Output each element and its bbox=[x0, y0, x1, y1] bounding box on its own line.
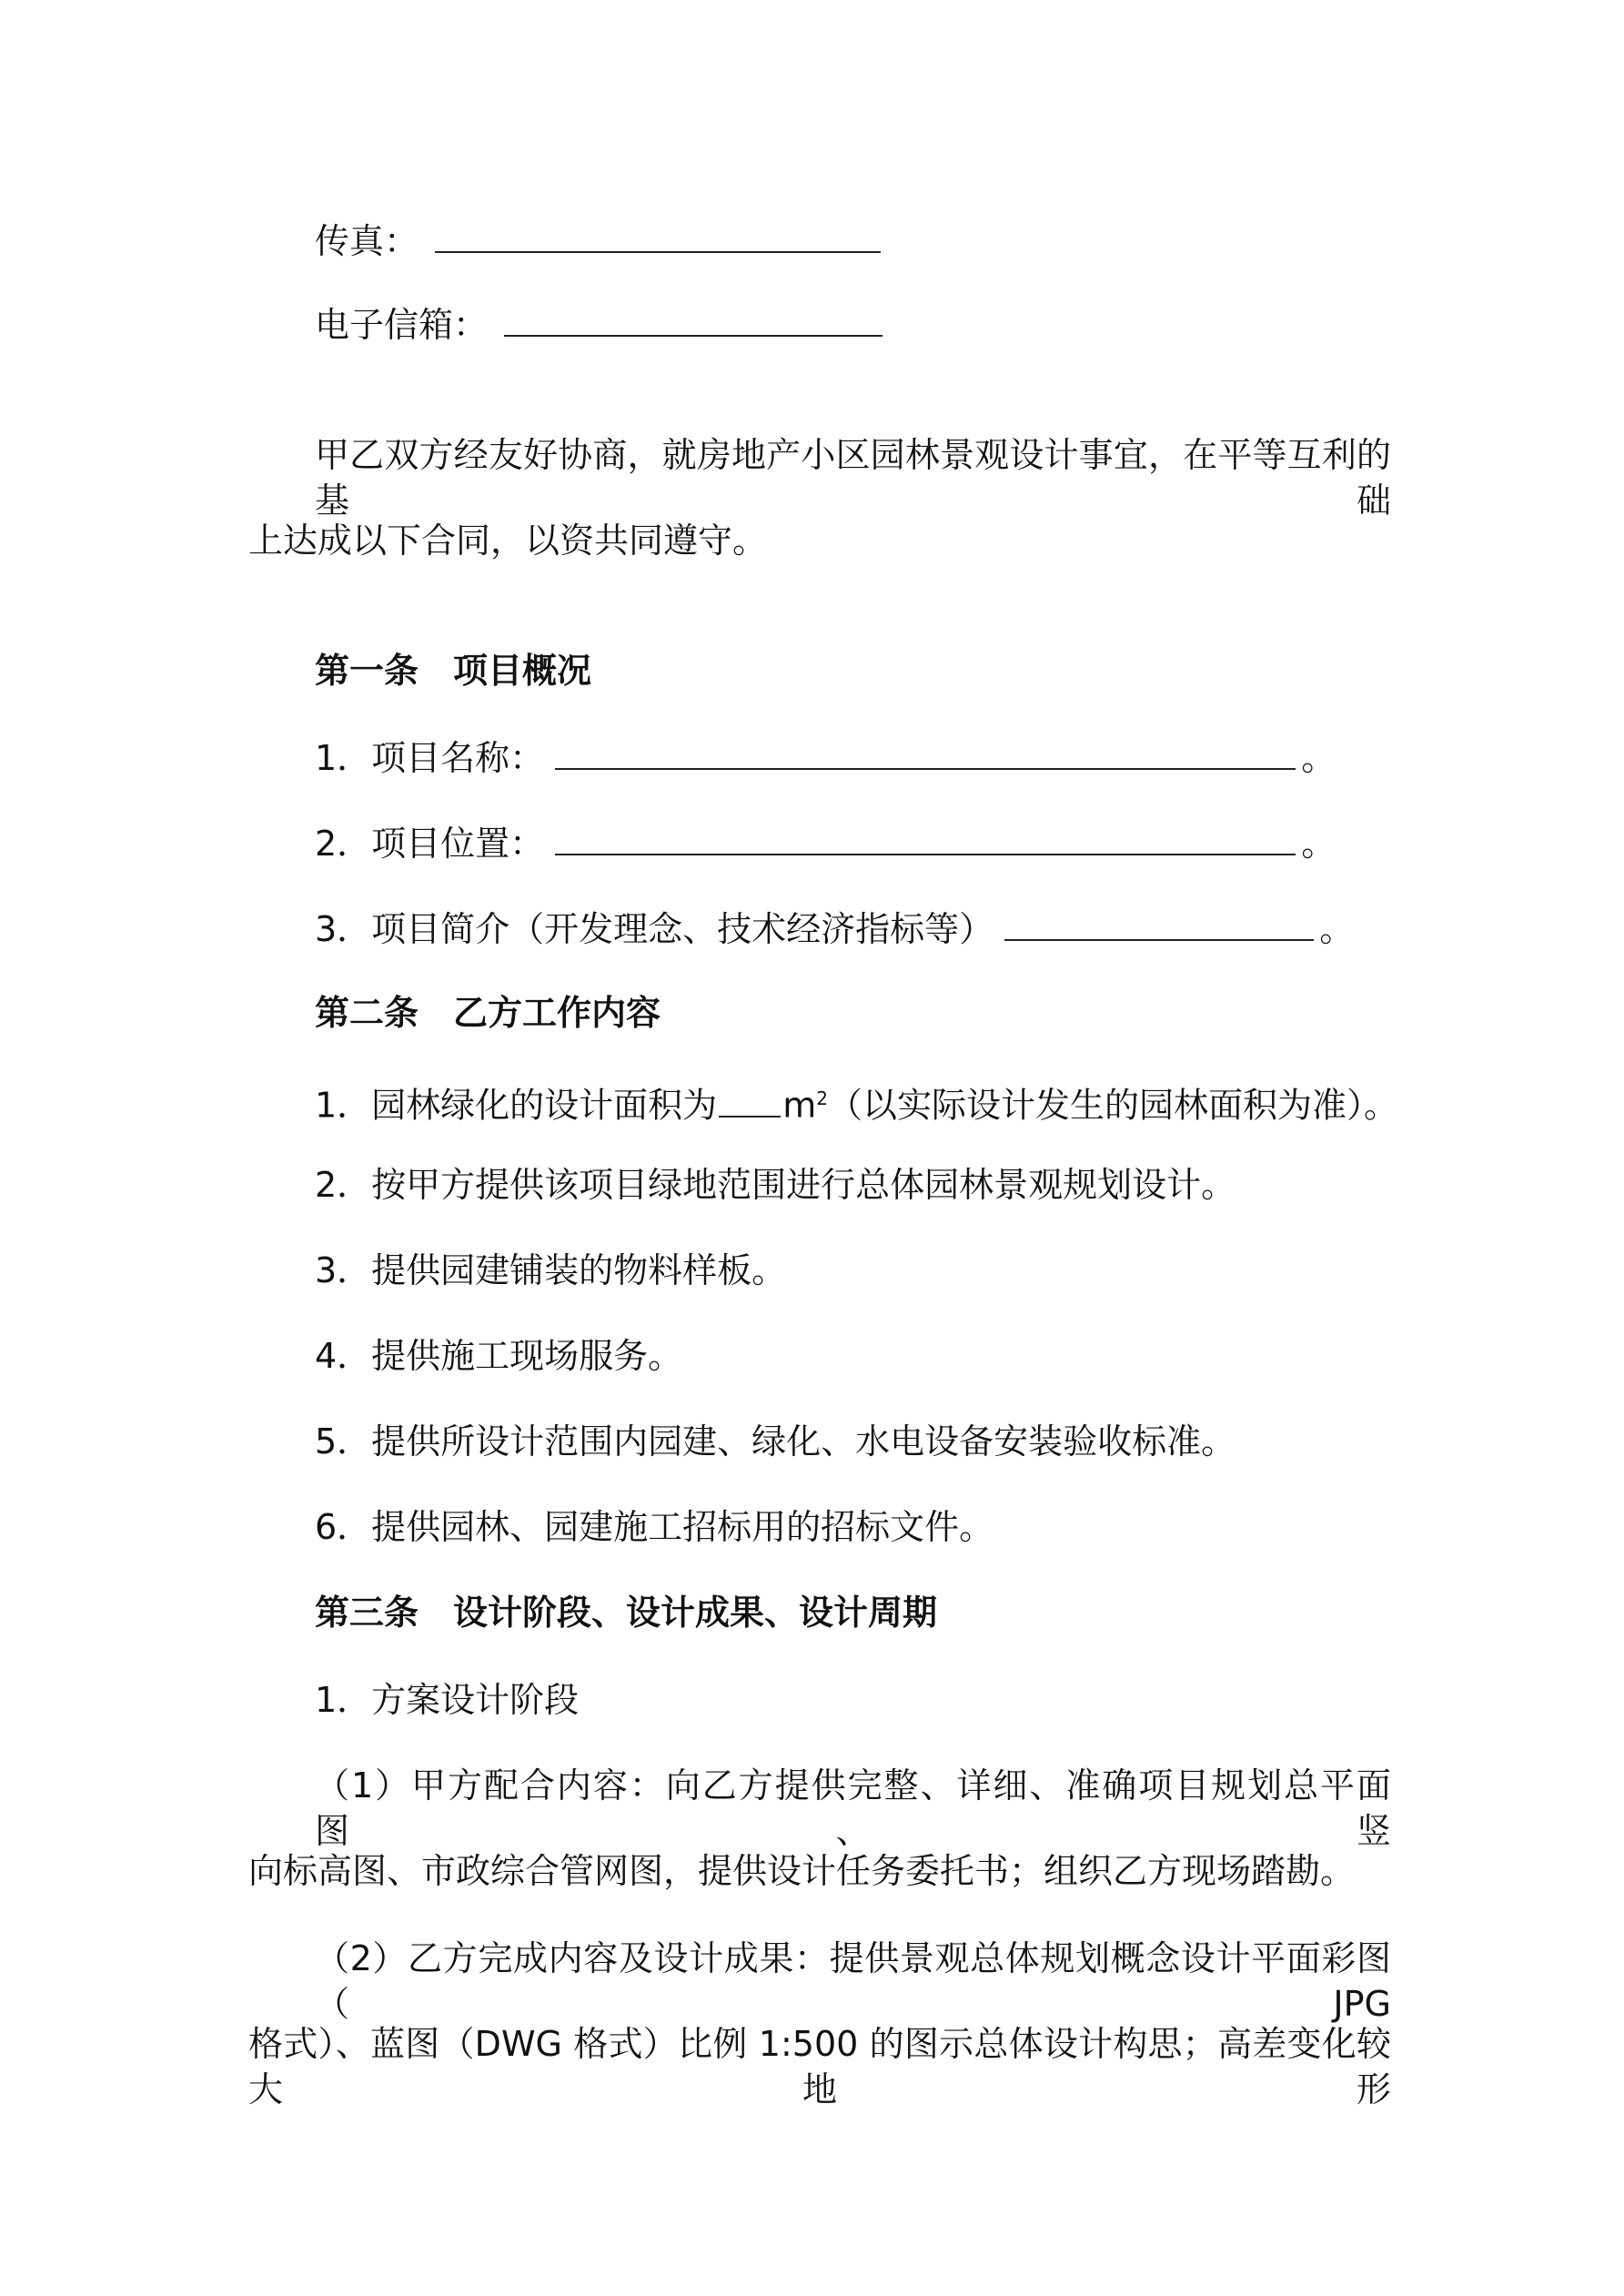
project-summary-blank bbox=[1004, 906, 1314, 941]
email-label: 电子信箱： bbox=[315, 305, 489, 345]
email-field bbox=[315, 302, 888, 348]
area-blank bbox=[719, 1083, 781, 1118]
p1-line1: （1）甲方配合内容：向乙方提供完整、详细、准确项目规划总平面图、竖 bbox=[315, 1765, 1391, 1851]
item-text: （以实际设计发生的园林面积为准）。 bbox=[827, 1085, 1398, 1126]
project-name-blank bbox=[555, 735, 1296, 770]
item-end: 。 bbox=[1301, 824, 1337, 864]
project-summary-item bbox=[315, 906, 1354, 952]
list-item: 5．提供所设计范围内园建、绿化、水电设备安装验收标准。 bbox=[315, 1421, 1236, 1462]
intro-line2: 上达成以下合同，以资共同遵守。 bbox=[248, 521, 768, 561]
item-label: 1．项目名称： bbox=[315, 738, 545, 778]
unit-sup: 2 bbox=[816, 1087, 828, 1109]
article1-title: 第一条 项目概况 bbox=[315, 651, 592, 691]
project-location-item bbox=[315, 821, 1336, 866]
email-blank bbox=[504, 302, 883, 337]
article2-title: 第二条 乙方工作内容 bbox=[315, 993, 661, 1033]
list-item: 3．提供园建铺装的物料样板。 bbox=[315, 1250, 787, 1290]
item-end: 。 bbox=[1319, 909, 1355, 949]
subsection-title: 1．方案设计阶段 bbox=[315, 1680, 580, 1720]
p2-line2: 格式）、蓝图（DWG 格式）比例 1:500 的图示总体设计构思；高差变化较大地形 bbox=[248, 2024, 1391, 2109]
fax-blank bbox=[435, 218, 881, 253]
p1-line2: 向标高图、市政综合管网图，提供设计任务委托书；组织乙方现场踏勘。 bbox=[248, 1851, 1356, 1891]
fax-label: 传真： bbox=[315, 221, 419, 261]
list-item: 2．按甲方提供该项目绿地范围进行总体园林景观规划设计。 bbox=[315, 1165, 1236, 1205]
item-label: 3．项目简介（开发理念、技术经济指标等） bbox=[315, 909, 994, 949]
item-text: 1．园林绿化的设计面积为 bbox=[315, 1085, 718, 1126]
item-label: 2．项目位置： bbox=[315, 824, 545, 864]
article3-title: 第三条 设计阶段、设计成果、设计周期 bbox=[315, 1593, 938, 1633]
project-name-item bbox=[315, 735, 1336, 781]
project-location-blank bbox=[555, 821, 1296, 855]
p2-line1: （2）乙方完成内容及设计成果：提供景观总体规划概念设计平面彩图（JPG bbox=[315, 1938, 1391, 2024]
intro-line1: 甲乙双方经友好协商，就房地产小区园林景观设计事宜，在平等互利的基础 bbox=[315, 435, 1391, 521]
fax-field bbox=[315, 218, 886, 264]
item-end: 。 bbox=[1301, 738, 1337, 778]
list-item: 6．提供园林、园建施工招标用的招标文件。 bbox=[315, 1507, 994, 1547]
design-area-item bbox=[315, 1076, 1398, 1128]
list-item: 4．提供施工现场服务。 bbox=[315, 1336, 683, 1376]
unit: m bbox=[782, 1085, 817, 1126]
